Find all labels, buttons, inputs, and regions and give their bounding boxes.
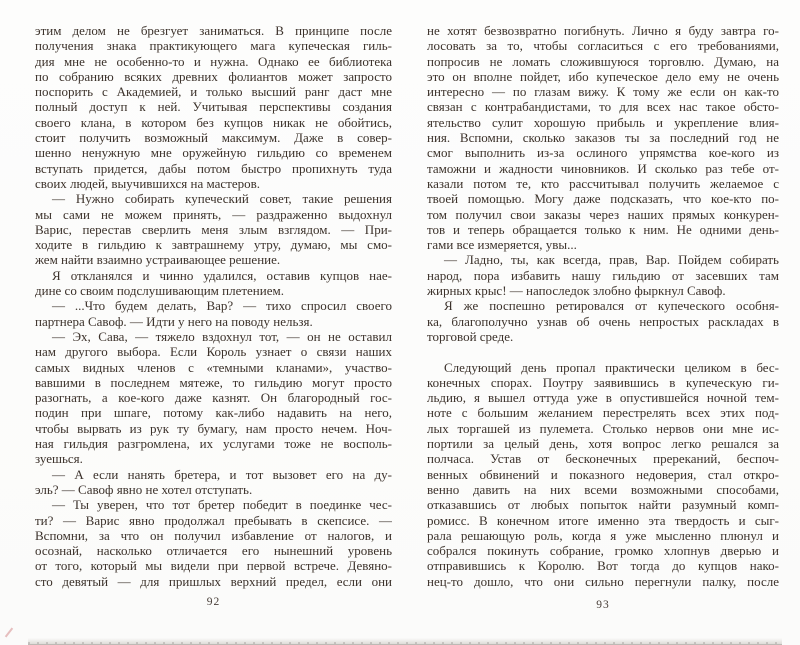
text-line: полный доступ к ней. Учитывая перспективы создания — [35, 99, 392, 115]
text-line: вступать придется, дабы потом быстро пропихнуть туда — [35, 160, 392, 176]
text-line: полчаса. Устав от бесконечных пререканий, беспоч- — [427, 451, 779, 467]
text-line: — Ладно, ты, как всегда, прав, Вар. Пойдем собирать — [444, 252, 779, 268]
text-line: попросив не ломать сложившуюся торговлю. Думаю, на — [427, 53, 779, 69]
text-line: осознай, насколько отличается его нынешний уровень — [35, 543, 392, 559]
paragraph-gap — [427, 344, 779, 359]
text-line: самых видных членов с «темными кланами», участво- — [35, 359, 392, 375]
text-line: портили за целый день, хотя вопрос легко решался за — [427, 436, 779, 452]
text-line: смог выполнить из-за ослиного упрямства кое-кого из — [427, 145, 779, 161]
page-left — [35, 23, 392, 589]
text-line: отправившись к Королю. Вот тогда до купцов нако- — [427, 558, 779, 574]
text-line: мы сами не можем принять, — раздраженно выдохнул — [35, 206, 392, 222]
text-line: торговой среде. — [427, 328, 514, 344]
text-line: лосовать за то, чтобы согласиться с его требованиями, — [427, 38, 779, 54]
text-line: твоей помощью. Могу даже подсказать, что кое-кто по- — [427, 191, 779, 207]
text-line: собрался покинуть собрание, громко хлопнув дверью и — [427, 543, 779, 559]
text-line: дине со своим подслушивающим плетением. — [35, 283, 284, 299]
text-line: разогнать, а кое-кого даже казнят. Он благородный гос- — [35, 390, 392, 406]
text-line: отказавшись от любых попыток найти разумный комп- — [427, 497, 779, 513]
text-line: — А если нанять бретера, и тот вызовет его на ду- — [52, 466, 392, 482]
text-line: своего клана, в котором без купцов никак не обойтись, — [35, 114, 392, 130]
text-line: не хотят безвозвратно погибнуть. Лично я буду завтра го- — [427, 23, 779, 38]
text-line: лых торгашей из пулемета. Столько нервов они мне ис- — [427, 420, 779, 436]
text-line: связан с контрабандистами, то для всех нас такое обсто- — [427, 99, 779, 115]
text-line: ти? — Варис явно продолжал пребывать в скепсисе. — — [35, 512, 392, 528]
text-line: стоит получить возможный максимум. Даже в совер- — [35, 130, 392, 146]
text-line: ноте с большим желанием перестрелять всех этих под- — [427, 405, 779, 421]
text-line: от того, который мы видели при первой встрече. Девяно- — [35, 558, 392, 574]
text-line: по собранию всяких древних фолиантов может запросто — [35, 68, 392, 84]
text-line: венных обвинений и показного недоверия, стал откро- — [427, 466, 779, 482]
text-line: гами все измеряется, увы... — [427, 237, 577, 253]
text-line: дия мне не особенно-то и нужна. Однако ее библиотека — [35, 53, 392, 69]
text-line: ятельство сулит хорошую прибыль и укрепление влия- — [427, 114, 779, 130]
text-line: жем найти взаимно устраивающее решение. — [35, 252, 281, 268]
text-line: вавшими в последнем мятеже, то гильдию могут просто — [35, 374, 392, 390]
text-line: это он вполне пойдет, ибо купеческое дело ему не очень — [427, 68, 779, 84]
text-line: нец-то дошло, что они сильно перегнули палку, после — [427, 573, 779, 589]
page-right — [427, 23, 779, 589]
text-line: таможни и жадности чиновников. И сколько раз тебе от- — [427, 160, 779, 176]
text-line: — Ты уверен, что тот бретер победит в поединке чес- — [52, 497, 392, 513]
book-bottom-edge — [28, 638, 782, 645]
text-line: — Эх, Сава, — тяжело вздохнул тот, — он не оставил — [52, 328, 392, 344]
text-line: получения знака практикующего мага купеческая гиль- — [35, 38, 392, 54]
page-number-left: 92 — [206, 596, 221, 608]
text-line: нам другого выбора. Если Король узнает о связи наших — [35, 344, 392, 360]
text-line: интересно — по глазам вижу. К тому же если он как-то — [427, 84, 779, 100]
text-line: Варис, перестав сверлить меня злым взглядом. — При- — [35, 221, 392, 237]
text-line: ходите в гильдию к завтрашнему утру, думаю, мы смо- — [35, 237, 392, 253]
text-line: Я откланялся и чинно удалился, оставив купцов нае- — [52, 267, 392, 283]
page-number-right: 93 — [596, 599, 610, 611]
text-line: конечных спорах. Поутру заявившись в купеческую ги- — [427, 374, 779, 390]
text-line: зуешься. — [35, 451, 83, 467]
text-line: — Нужно собирать купеческий совет, такие решения — [52, 191, 392, 207]
text-line: льдию, я вышел оттуда уже в опустившейся ночной тем- — [427, 390, 779, 406]
text-line: ка, благополучно узнав об очень непростых раскладах в — [427, 313, 779, 329]
text-line: шенно ненужную мне оружейную гильдию со временем — [35, 145, 392, 161]
text-line: поспорить с Академией, и только высший ранг даст мне — [35, 84, 392, 100]
text-line: партнера Савоф. — Идти у него на поводу нельзя. — [35, 313, 313, 329]
text-line: рала решающую роль, когда я уже мысленно плюнул и — [427, 527, 779, 543]
text-line: венно давить на них всеми возможными способами, — [427, 481, 779, 497]
text-line: ромисс. В конечном итоге именно эта твердость и сыг- — [427, 512, 779, 528]
text-line: сто девятый — для пришлых верхний предел, если они — [35, 573, 392, 589]
text-line: тов и теперь обращается только к ним. Не одними день- — [427, 221, 779, 237]
text-line: эль? — Савоф явно не хотел отступать. — [35, 481, 253, 497]
text-line: казали потом те, кто рассчитывал получить желаемое с — [427, 175, 779, 191]
text-line: ная гильдия разгромлена, их услугами тоже не восполь- — [35, 436, 392, 452]
text-line: подин при шпаге, потому как-либо надавить на него, — [35, 405, 392, 421]
text-line: своих людей, выучившихся на мастеров. — [35, 175, 260, 191]
scan-artifact-mark — [5, 628, 13, 638]
text-line: — ...Что будем делать, Вар? — тихо спросил своего — [52, 298, 392, 314]
text-line: народ, пора избавить нашу гильдию от засевших там — [427, 267, 779, 283]
text-line: том получил свои заказы через наших прямых конкурен- — [427, 206, 779, 222]
text-line: чтобы вырвать из рук ту бумагу, нам просто нечем. Ноч- — [35, 420, 392, 436]
text-line: жирных крыс! — напоследок злобно фыркнул Савоф. — [427, 283, 726, 299]
text-line: ния. Вспомни, сколько заказов ты за последний год не — [427, 130, 779, 146]
text-line: Я же поспешно ретировался от купеческого особня- — [444, 298, 779, 314]
text-line: Вспомни, за что он получил избавление от налогов, и — [35, 527, 392, 543]
text-line: Следующий день пропал практически целиком в бес- — [444, 359, 779, 375]
text-line: этим делом не брезгует заниматься. В принципе после — [35, 23, 392, 38]
